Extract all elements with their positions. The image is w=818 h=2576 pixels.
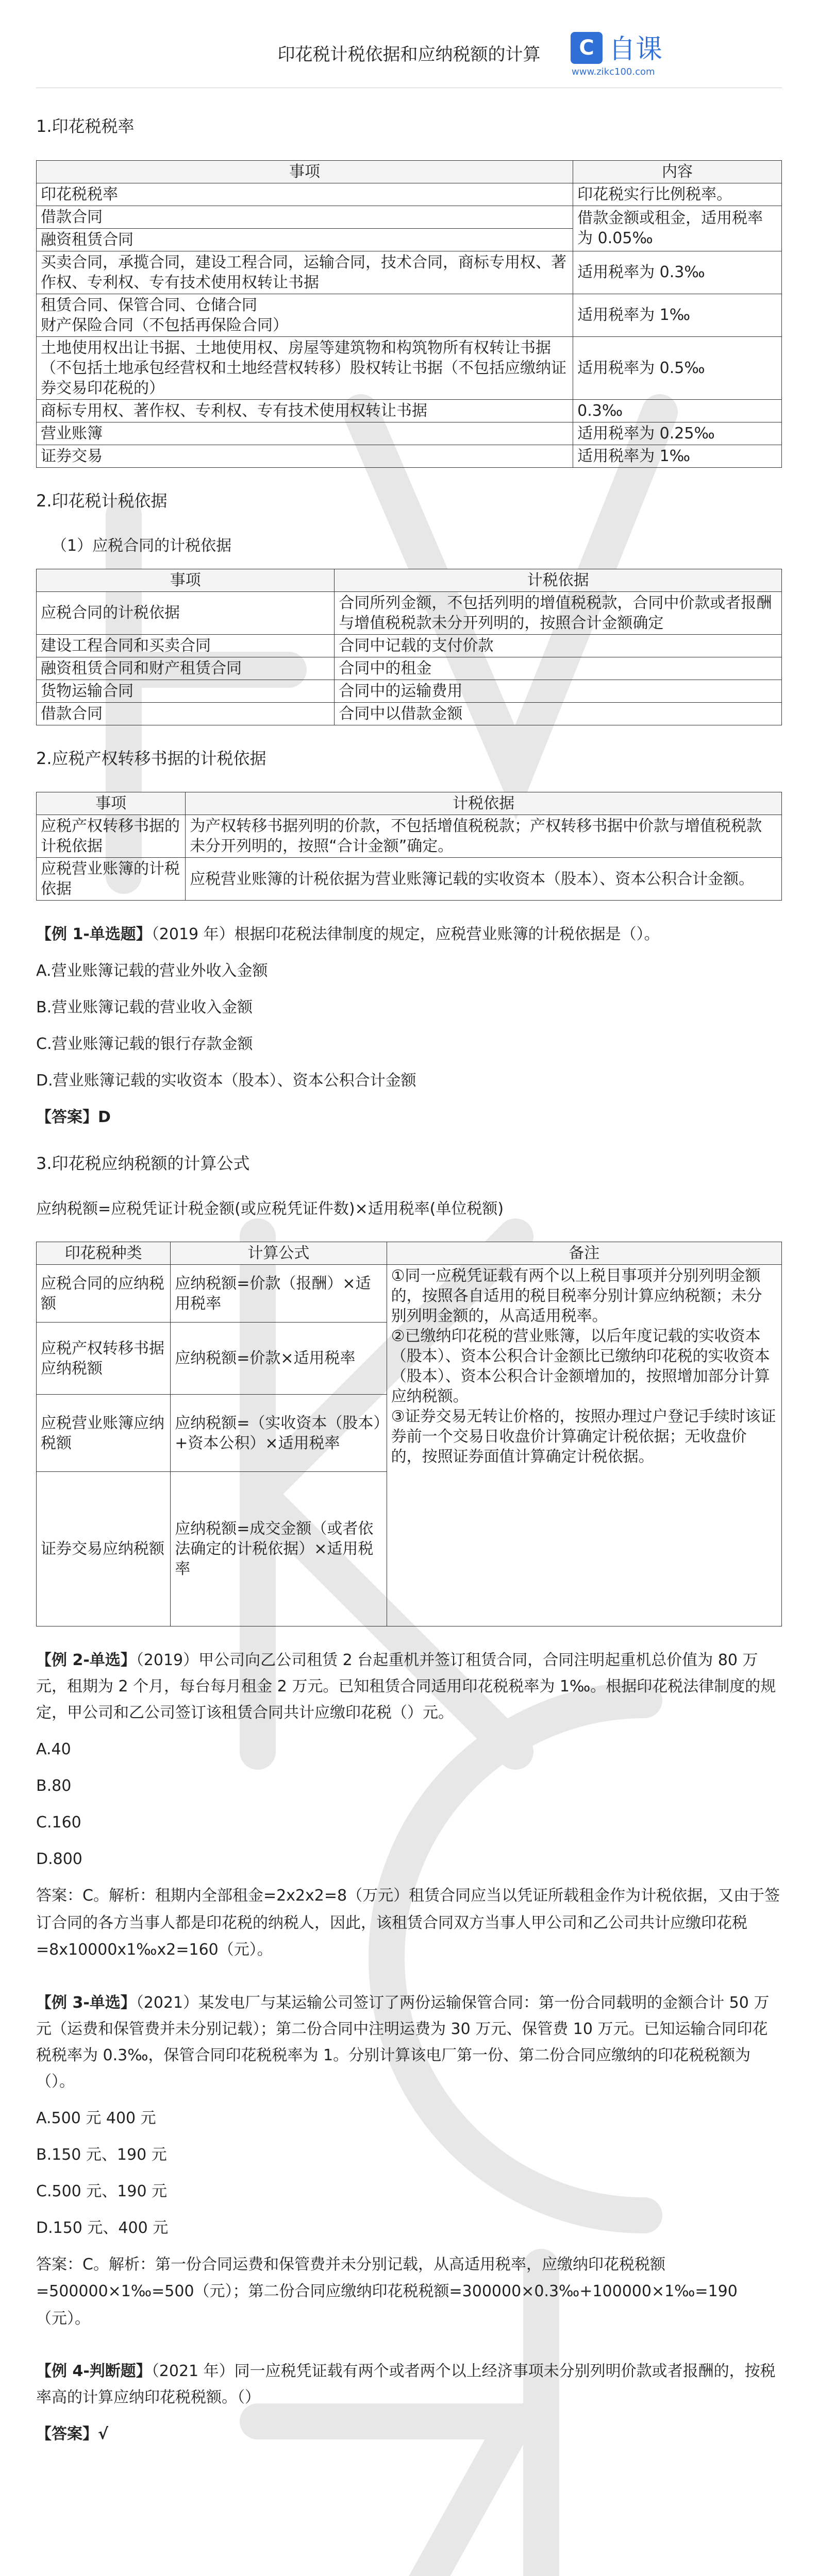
table-row [37,702,782,725]
table-cell: 借款金额或租金，适用税率为 0.05‰ [573,206,782,251]
table-cell: 为产权转移书据列明的价款，不包括增值税税款；产权转移书据中价款与增值税税款未分开列明的，按照“合计金额”确定。 [186,815,782,858]
example-4-answer: 【答案】√ [36,2425,109,2444]
table-cell: 合同中的运输费用 [335,680,782,702]
example-tag: 【例 1-单选题】 [36,925,152,944]
logo-mark: C [571,32,603,64]
table-cell: 适用税率为 0.5‰ [573,336,782,399]
option-c: C.160 [36,1814,81,1832]
zikc-logo [571,31,725,77]
table-cell: 印花税税率 [37,183,573,206]
table-row [37,680,782,702]
table-cell: 应税产权转移书据的计税依据 [37,815,186,858]
example-tag: 【例 2-单选】 [36,1651,136,1670]
example-2-explanation: 答案：C。解析：租期内全部租金=2x2x2=8（万元）租赁合同应当以凭证所载租金作为计税依据，又由于签订合同的各方当事人都是印花税的纳税人，因此，该租赁合同双方当事人甲公司和乙公司共计应缴印花税=8x10000x1‰x2=160（元）。 [36,1887,780,1959]
option-b: B.营业账簿记载的营业收入金额 [36,998,253,1017]
table-row [37,399,782,422]
column-header: 印花税种类 [37,1242,171,1265]
table-cell: 应纳税额=（实收资本（股本）+资本公积）×适用税率 [171,1395,387,1472]
table-row [37,206,782,228]
table-cell: 适用税率为 1‰ [573,294,782,336]
table-cell: 适用税率为 0.25‰ [573,422,782,445]
option-c: C.营业账簿记载的银行存款金额 [36,1035,253,1054]
section-heading-transfer-basis: 2.应税产权转移书据的计税依据 [36,748,266,768]
table-cell: 合同中记载的支付价款 [335,634,782,657]
example-3-explanation: 答案：C。解析：第一份合同运费和保管费并未分别记载，从高适用税率，应缴纳印花税税额=500000×1‰=500（元）；第二份合同应缴纳印花税税额=300000×0.3‰+100000×1‰=190（元）。 [36,2255,738,2328]
page-header [36,31,782,88]
table-row [37,858,782,901]
table-row [37,336,782,399]
table-cell: 借款合同 [37,702,335,725]
example-3-question [36,1990,782,2095]
table-cell: 应税产权转移书据应纳税额 [37,1323,171,1395]
section-heading-formula: 3.印花税应纳税额的计算公式 [36,1154,250,1174]
table-cell: 营业账簿 [37,422,573,445]
table-cell: 应税合同的计税依据 [37,591,335,634]
table-row [37,294,782,336]
table-cell: 合同中以借款金额 [335,702,782,725]
table-cell: 应纳税额=价款（报酬）×适用税率 [171,1265,387,1323]
option-d: D.800 [36,1850,82,1869]
table-cell: 证券交易应纳税额 [37,1472,171,1626]
subheading-contract-basis: （1）应税合同的计税依据 [52,537,232,555]
table-cell: 印花税实行比例税率。 [573,183,782,206]
table-cell: 商标专用权、著作权、专利权、专有技术使用权转让书据 [37,399,573,422]
table-cell: 0.3‰ [573,399,782,422]
table-row [37,657,782,680]
question-text: （2021）某发电厂与某运输公司签订了两份运输保管合同：第一份合同载明的金额合计 50 万元（运费和保管费并未分别记载）；第二份合同中注明运费为 30 万元、保管费 10 万元。已知运输合同印花税税率为 0.3‰，保管合同印花税税率为 1。分别计算该电厂第一份、第二份合同应缴纳的印花税税额为（）。 [36,1993,770,2091]
example-2-question [36,1647,782,1726]
table-cell: 建设工程合同和买卖合同 [37,634,335,657]
section-heading-tax-rate: 1.印花税税率 [36,116,135,136]
option-c: C.500 元、190 元 [36,2182,168,2200]
option-d: D.营业账簿记载的实收资本（股本）、资本公积合计金额 [36,1072,416,1090]
example-tag: 【例 4-判断题】 [36,2362,152,2381]
column-header: 计税依据 [186,792,782,815]
table-cell: 证券交易 [37,445,573,467]
table-cell: 合同中的租金 [335,657,782,680]
example-4-question [36,2358,782,2411]
document-title: 印花税计税依据和应纳税额的计算 [277,44,541,65]
table-row [37,422,782,445]
table-row [37,445,782,467]
column-header: 计税依据 [335,569,782,591]
column-header: 事项 [37,569,335,591]
table-row [37,634,782,657]
table-cell: 应税营业账簿应纳税额 [37,1395,171,1472]
column-header: 事项 [37,160,573,183]
remark-cell: ①同一应税凭证载有两个以上税目事项并分别列明金额的，按照各自适用的税目税率分别计算应纳税额；未分别列明金额的，从高适用税率。 ②已缴纳印花税的营业账簿，以后年度记载的实收资本（股本）、资本公积合计金额比已缴纳印花税的实收资本（股本）、资本公积合计金额增加的，按照增加部分计算应纳税额。 ③证券交易无转让价格的，按照办理过户登记手续时该证券前一个交易日收盘价计算确定计税依据；无收盘价的，按照证券面值计算确定计税依据。 [387,1265,781,1626]
column-header: 计算公式 [171,1242,387,1265]
column-header: 内容 [573,160,782,183]
column-header: 事项 [37,792,186,815]
example-1-answer: 【答案】D [36,1108,111,1127]
logo-name: 自课 [609,34,663,65]
table-cell: 应纳税额=成交金额（或者依法确定的计税依据）×适用税率 [171,1472,387,1626]
option-a: A.营业账簿记载的营业外收入金额 [36,962,268,980]
table-cell: 货物运输合同 [37,680,335,702]
option-a: A.40 [36,1740,71,1759]
question-text: （2019 年）根据印花税法律制度的规定，应税营业账簿的计税依据是（）。 [151,925,660,944]
table-row [37,1265,782,1323]
formula-table [36,1242,782,1626]
example-tag: 【例 3-单选】 [36,1993,136,2012]
tax-formula: 应纳税额=应税凭证计税金额(或应税凭证件数)×适用税率(单位税额) [36,1199,504,1218]
table-cell: 应税营业账簿的计税依据 [37,858,186,901]
contract-basis-table [36,569,782,725]
table-cell: 借款合同 [37,206,573,228]
table-cell: 融资租赁合同和财产租赁合同 [37,657,335,680]
example-1-question [36,921,782,947]
logo-url: www.zikc100.com [572,66,655,77]
table-cell: 应税合同的应纳税额 [37,1265,171,1323]
tax-rate-table [36,160,782,468]
table-cell: 应纳税额=价款×适用税率 [171,1323,387,1395]
question-text: （2019）甲公司向乙公司租赁 2 台起重机并签订租赁合同，合同注明起重机总价值为 80 万元，租期为 2 个月，每台每月租金 2 万元。已知租赁合同适用印花税税率为 1‰。根据印花税法律制度的规定，甲公司和乙公司签订该租赁合同共计应缴印花税（）元。 [36,1651,776,1722]
table-cell: 买卖合同，承揽合同，建设工程合同，运输合同，技术合同，商标专用权、著作权、专利权、专有技术使用权转让书据 [37,251,573,294]
table-cell: 应税营业账簿的计税依据为营业账簿记载的实收资本（股本）、资本公积合计金额。 [186,858,782,901]
table-cell: 融资租赁合同 [37,228,573,251]
table-cell: 租赁合同、保管合同、仓储合同 财产保险合同（不包括再保险合同） [37,294,573,336]
option-b: B.150 元、190 元 [36,2145,167,2164]
table-cell: 适用税率为 0.3‰ [573,251,782,294]
option-d: D.150 元、400 元 [36,2218,169,2237]
option-a: A.500 元 400 元 [36,2109,156,2127]
section-heading-tax-basis: 2.印花税计税依据 [36,490,168,511]
transfer-basis-table [36,792,782,901]
table-row [37,591,782,634]
table-row [37,183,782,206]
table-row [37,251,782,294]
table-cell: 适用税率为 1‰ [573,445,782,467]
table-row [37,815,782,858]
table-cell: 合同所列金额，不包括列明的增值税税款，合同中价款或者报酬与增值税税款未分开列明的，按照合计金额确定 [335,591,782,634]
column-header: 备注 [387,1242,781,1265]
question-text: （2021 年）同一应税凭证载有两个或者两个以上经济事项未分别列明价款或者报酬的，按税率高的计算应纳印花税税额。（） [36,2362,776,2407]
table-cell: 土地使用权出让书据、土地使用权、房屋等建筑物和构筑物所有权转让书据（不包括土地承包经营权和土地经营权转移）股权转让书据（不包括应缴纳证券交易印花税的） [37,336,573,399]
option-b: B.80 [36,1777,72,1795]
